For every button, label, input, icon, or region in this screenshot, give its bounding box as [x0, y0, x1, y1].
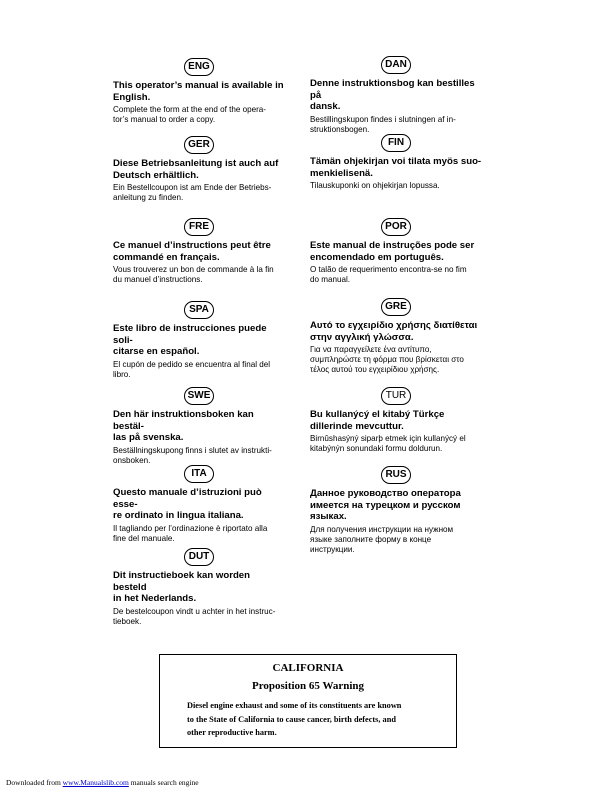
lang-badge-ger: GER [184, 136, 214, 154]
lang-heading: Den här instruktionsboken kan bestäl- las på svenska. [113, 409, 254, 443]
lang-entry-ger [113, 136, 285, 203]
lang-body: Vous trouverez un bon de commande à la fin du manuel d’instructions. [113, 265, 274, 285]
lang-heading: Este libro de instrucciones puede soli- citarse en español. [113, 323, 267, 357]
lang-heading: Este manual de instruções pode ser encomendado em português. [310, 240, 475, 263]
lang-heading: Αυτό το εγχειρίδιο χρήσης διατίθεται στην αγγλική γλώσσα. [310, 320, 478, 343]
lang-heading: Tämän ohjekirjan voi tilata myös suo- menkielisenä. [310, 156, 482, 179]
lang-entry-swe [113, 387, 285, 466]
lang-body: Beställningskupong finns i slutet av instrukti- onsboken. [113, 445, 272, 465]
lang-badge-fin: FIN [381, 134, 411, 152]
lang-badge-por: POR [381, 218, 411, 236]
warning-subtitle: Proposition 65 Warning [251, 680, 365, 692]
lang-entry-spa [113, 301, 285, 380]
lang-entry-dan [310, 56, 482, 135]
lang-entry-tur [310, 387, 482, 454]
lang-entry-eng [113, 58, 285, 125]
footer-suffix: manuals search engine [128, 778, 199, 787]
lang-body: Ein Bestellcoupon ist am Ende der Betriebs- anleitung zu finden. [113, 183, 272, 203]
lang-heading: Ce manuel d’instructions peut être commandé en français. [113, 240, 271, 263]
lang-badge-gre: GRE [381, 298, 411, 316]
lang-entry-fin [310, 134, 482, 191]
lang-body: Bestillingskupon findes i slutningen af in- struktionsbogen. [310, 114, 456, 134]
lang-entry-gre [310, 298, 482, 376]
lang-entry-dut [113, 548, 285, 627]
lang-heading: Denne instruktionsbog kan bestilles på dansk. [310, 78, 475, 112]
lang-badge-swe: SWE [184, 387, 214, 405]
lang-badge-ita: ITA [184, 465, 214, 483]
lang-badge-rus: RUS [381, 466, 411, 484]
lang-body: O talão de requerimento encontra-se no fim do manual. [310, 265, 467, 285]
lang-body: Для получения инструкции на нужном языке заполните форму в конце инструкции. [310, 524, 454, 554]
lang-entry-por [310, 218, 482, 285]
lang-heading: This operator’s manual is available in English. [113, 80, 284, 103]
lang-badge-eng: ENG [184, 58, 214, 76]
lang-heading: Dit instructieboek kan worden besteld in het Nederlands. [113, 570, 251, 604]
footer-prefix: Downloaded from [6, 778, 63, 787]
lang-entry-rus [310, 466, 482, 555]
lang-badge-dan: DAN [381, 56, 411, 74]
lang-body: Il tagliando per l’ordinazione è riportato alla fine del manuale. [113, 523, 268, 543]
lang-entry-fre [113, 218, 285, 285]
prop65-warning-box [159, 654, 457, 748]
lang-heading: Bu kullanýcý el kitabý Türkçe dillerinde mevcuttur. [310, 409, 445, 432]
lang-body: El cupón de pedido se encuentra al final del libro. [113, 359, 271, 379]
lang-heading: Questo manuale d’istruzioni può esse- re ordinato in lingua italiana. [113, 487, 262, 521]
lang-heading: Данное руководство оператора имеется на турецком и русском языках. [310, 488, 461, 522]
lang-body: Birnûshasýný siparþ etmek için kullanýcý el kitabýnýn sonundaki formu doldurun. [310, 434, 466, 454]
lang-entry-ita [113, 465, 285, 544]
lang-badge-dut: DUT [184, 548, 214, 566]
lang-body: Complete the form at the end of the opera- tor’s manual to order a copy. [113, 105, 266, 125]
lang-badge-tur: TUR [381, 387, 411, 405]
lang-heading: Diese Betriebsanleitung ist auch auf Deutsch erhältlich. [113, 158, 279, 181]
download-footer [6, 778, 199, 787]
lang-badge-spa: SPA [184, 301, 214, 319]
lang-badge-fre: FRE [184, 218, 214, 236]
lang-body: Για να παραγγείλετε ένα αντίτυπο, συμπληρώστε τη φόρμα που βρίσκεται στο τέλος αυτού του εγχειρίδιου χρήσης. [310, 345, 464, 375]
warning-text: Diesel engine exhaust and some of its constituents are known to the State of California to cause cancer, birth defects, and other reproductive harm. [187, 701, 402, 738]
warning-title: CALIFORNIA [272, 662, 344, 674]
lang-body: De bestelcoupon vindt u achter in het instruc- tieboek. [113, 606, 276, 626]
lang-body: Tilauskuponki on ohjekirjan lopussa. [310, 181, 440, 190]
footer-link[interactable]: www.Manualslib.com [62, 778, 129, 787]
